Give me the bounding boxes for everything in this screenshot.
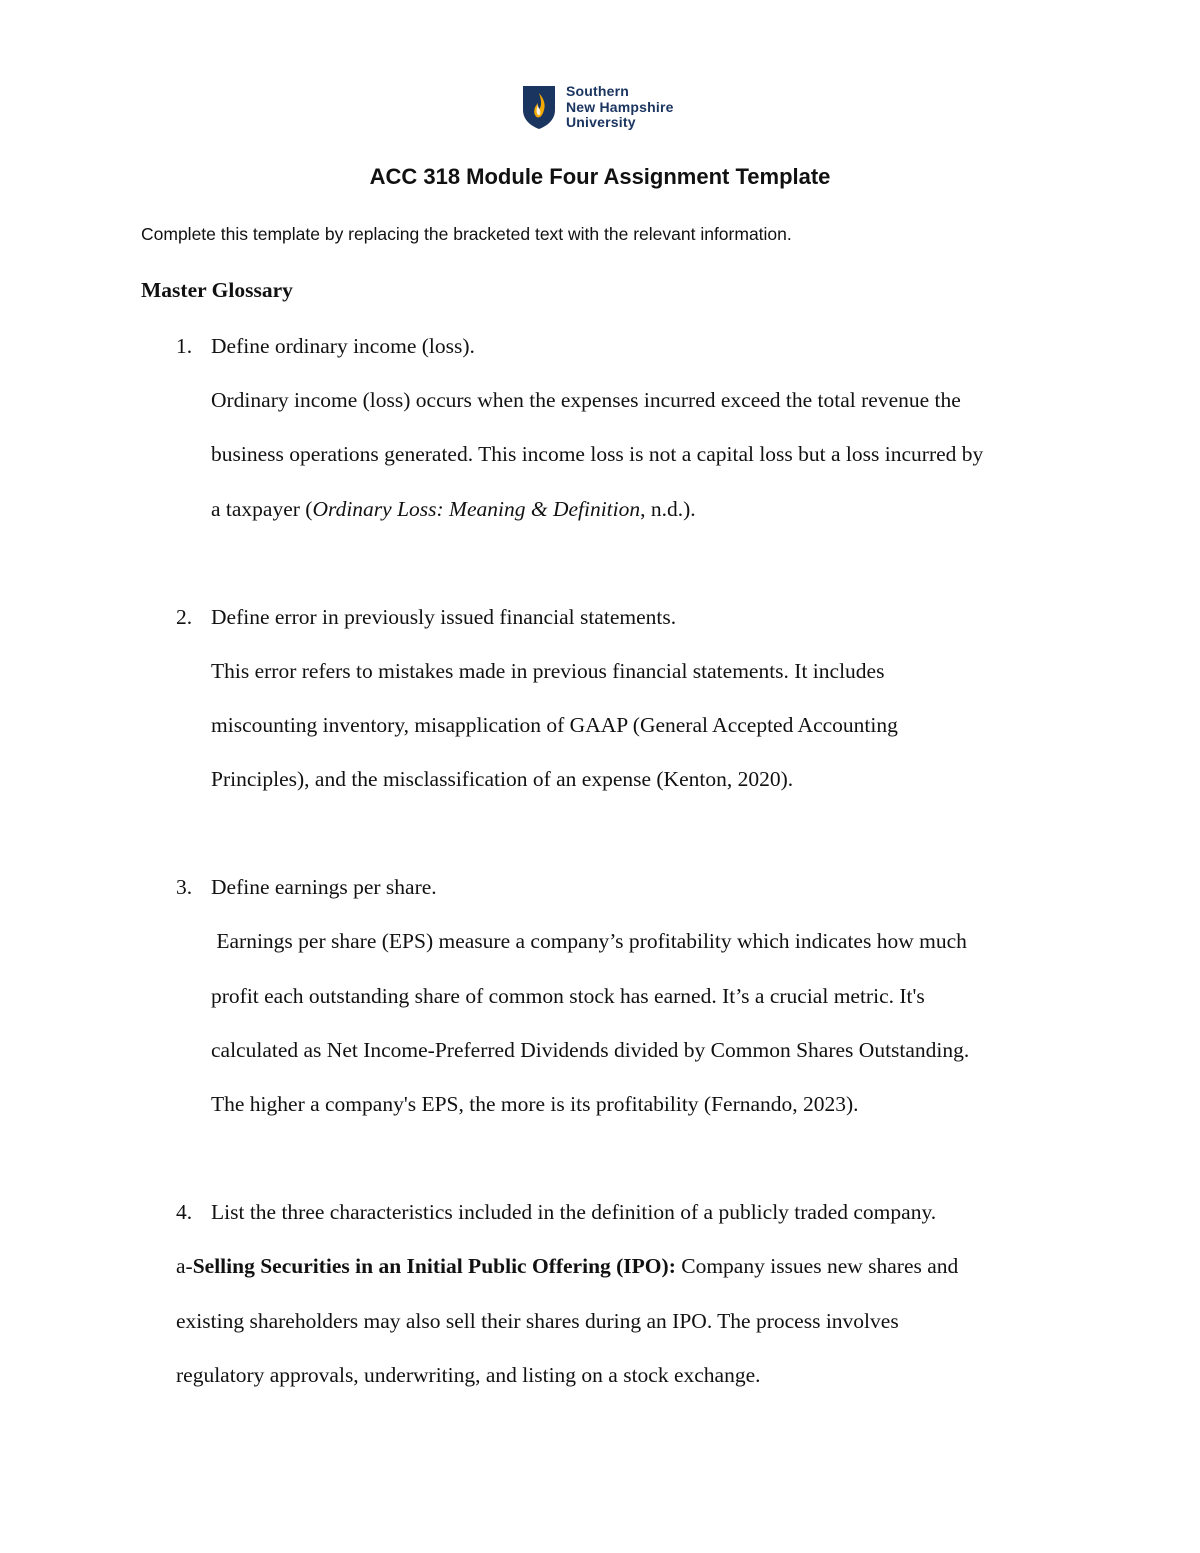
item-2-number: 2.: [176, 605, 193, 629]
item-1-answer-citation-line: [211, 497, 696, 522]
item-4-question: List the three characteristics included in the definition of a publicly traded company.: [211, 1200, 937, 1224]
logo-line-3: University: [566, 114, 636, 130]
item-1-number: 1.: [176, 334, 193, 358]
item-3-answer-line: Earnings per share (EPS) measure a company’s profitability which indicates how much: [211, 929, 967, 953]
item-4-number: 4.: [176, 1200, 193, 1224]
shield-flame-icon: [521, 84, 557, 130]
item-3-answer-line: profit each outstanding share of common stock has earned. It’s a crucial metric. It's: [211, 984, 925, 1008]
item-4-sub-a-line: existing shareholders may also sell their shares during an IPO. The process involves: [176, 1309, 899, 1333]
item-2-answer-line: Principles), and the misclassification of an expense (Kenton, 2020).: [211, 767, 794, 791]
item-1-answer-line: business operations generated. This income loss is not a capital loss but a loss incurred by: [211, 442, 984, 466]
item-3-number: 3.: [176, 875, 193, 899]
logo-line-1: Southern: [566, 83, 630, 99]
item-3-question: Define earnings per share.: [211, 875, 437, 899]
item-1-answer-line: Ordinary income (loss) occurs when the expenses incurred exceed the total revenue the: [211, 388, 961, 412]
document-title: ACC 318 Module Four Assignment Template: [369, 164, 831, 189]
logo-line-2: New Hampshire: [566, 98, 674, 115]
item-2-answer-line: This error refers to mistakes made in previous financial statements. It includes: [211, 659, 885, 683]
item-1-question: Define ordinary income (loss).: [211, 334, 475, 358]
university-name: [566, 84, 674, 131]
section-heading: Master Glossary: [141, 278, 293, 302]
item-2-answer-line: miscounting inventory, misapplication of GAAP (General Accepted Accounting: [211, 713, 898, 737]
item-3-answer-line: The higher a company's EPS, the more is its profitability (Fernando, 2023).: [211, 1092, 859, 1116]
sub-a-prefix: a-: [176, 1254, 193, 1278]
item-3-answer-line: calculated as Net Income-Preferred Dividends divided by Common Shares Outstanding.: [211, 1038, 970, 1062]
sub-a-heading: Selling Securities in an Initial Public Offering (IPO):: [192, 1254, 676, 1278]
instructions-text: Complete this template by replacing the bracketed text with the relevant information.: [141, 224, 792, 244]
citation-suffix: , n.d.).: [640, 497, 696, 521]
citation-title: Ordinary Loss: Meaning & Definition: [312, 497, 641, 521]
university-logo: [521, 84, 674, 131]
item-4-sub-a-line: regulatory approvals, underwriting, and listing on a stock exchange.: [176, 1363, 761, 1387]
item-2-question: Define error in previously issued financial statements.: [211, 605, 677, 629]
citation-prefix: a taxpayer (: [211, 497, 313, 521]
item-4-sub-a-line: [176, 1254, 958, 1279]
sub-a-text: Company issues new shares and: [675, 1254, 959, 1278]
